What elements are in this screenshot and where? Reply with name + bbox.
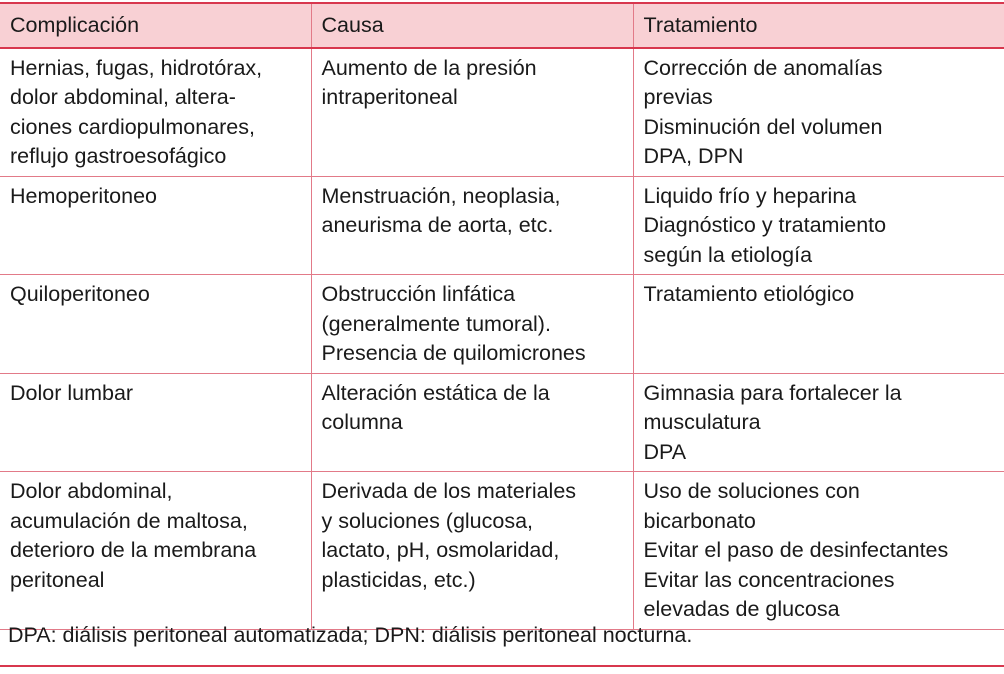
cell-complicacion [0, 275, 311, 374]
table-row [0, 373, 1004, 472]
cell-line: Gimnasia para fortalecer la [643, 380, 902, 405]
cell-line: dolor abdominal, altera- [10, 85, 236, 109]
cell-line: Hemoperitoneo [10, 183, 158, 208]
cell-line: deterioro de la membrana [10, 538, 257, 562]
cell-line: Disminución del volumen [643, 114, 883, 139]
table-row [0, 176, 1004, 275]
cell-tratamiento [633, 275, 1004, 374]
cell-line: acumulación de maltosa, [10, 508, 248, 533]
cell-causa [311, 176, 633, 275]
cell-line: DPA, DPN [643, 144, 744, 168]
cell-line: lactato, pH, osmolaridad, [321, 538, 560, 562]
cell-line: columna [321, 410, 403, 434]
header-tratamiento: Tratamiento [633, 3, 1004, 48]
cell-causa [311, 472, 633, 630]
cell-line: Uso de soluciones con [643, 479, 860, 503]
cell-line: Liquido frío y heparina [643, 183, 857, 208]
cell-tratamiento [633, 176, 1004, 275]
table-row [0, 472, 1004, 630]
header-complicacion: Complicación [0, 3, 311, 48]
cell-line: Alteración estática de la [321, 380, 550, 405]
cell-line: aneurisma de aorta, etc. [321, 213, 554, 237]
cell-line: intraperitoneal [321, 85, 458, 109]
cell-complicacion [0, 373, 311, 472]
cell-causa [311, 373, 633, 472]
cell-causa [311, 48, 633, 177]
table-footnote: DPA: diálisis peritoneal automatizada; DPN: diálisis peritoneal nocturna. [0, 617, 1004, 667]
cell-line: DPA [643, 439, 687, 464]
cell-line: Corrección de anomalías [643, 55, 883, 80]
cell-tratamiento [633, 373, 1004, 472]
cell-line: Dolor abdominal, [10, 479, 173, 503]
cell-line: según la etiología [643, 242, 813, 267]
cell-causa [311, 275, 633, 374]
cell-line: ciones cardiopulmonares, [10, 114, 255, 139]
cell-line: musculatura [643, 410, 761, 434]
cell-line: plasticidas, etc.) [321, 567, 476, 592]
cell-tratamiento [633, 472, 1004, 630]
cell-line: bicarbonato [643, 508, 756, 533]
cell-complicacion [0, 48, 311, 177]
cell-line: Presencia de quilomicrones [321, 341, 586, 365]
cell-line: previas [643, 85, 713, 109]
cell-line: Quiloperitoneo [10, 282, 150, 306]
cell-line: Evitar las concentraciones [643, 567, 895, 592]
table-row [0, 48, 1004, 177]
cell-line: Tratamiento etiológico [643, 282, 855, 306]
cell-line: (generalmente tumoral). [321, 311, 551, 336]
cell-line: Diagnóstico y tratamiento [643, 213, 887, 237]
cell-line: Aumento de la presión [321, 55, 537, 80]
complications-table [0, 2, 1004, 630]
cell-line: reflujo gastroesofágico [10, 144, 227, 168]
cell-line: elevadas de glucosa [643, 597, 840, 621]
header-causa: Causa [311, 3, 633, 48]
cell-complicacion [0, 472, 311, 630]
table-row [0, 275, 1004, 374]
header-row [0, 3, 1004, 48]
table-header [0, 3, 1004, 48]
cell-complicacion [0, 176, 311, 275]
table-body [0, 48, 1004, 630]
cell-line: Obstrucción linfática [321, 282, 516, 306]
cell-line: y soluciones (glucosa, [321, 508, 534, 533]
cell-line: Evitar el paso de desinfectantes [643, 538, 949, 562]
cell-line: Derivada de los materiales [321, 479, 577, 503]
cell-tratamiento [633, 48, 1004, 177]
cell-line: peritoneal [10, 567, 105, 592]
cell-line: Hernias, fugas, hidrotórax, [10, 55, 263, 80]
cell-line: Menstruación, neoplasia, [321, 183, 561, 208]
cell-line: Dolor lumbar [10, 380, 134, 405]
